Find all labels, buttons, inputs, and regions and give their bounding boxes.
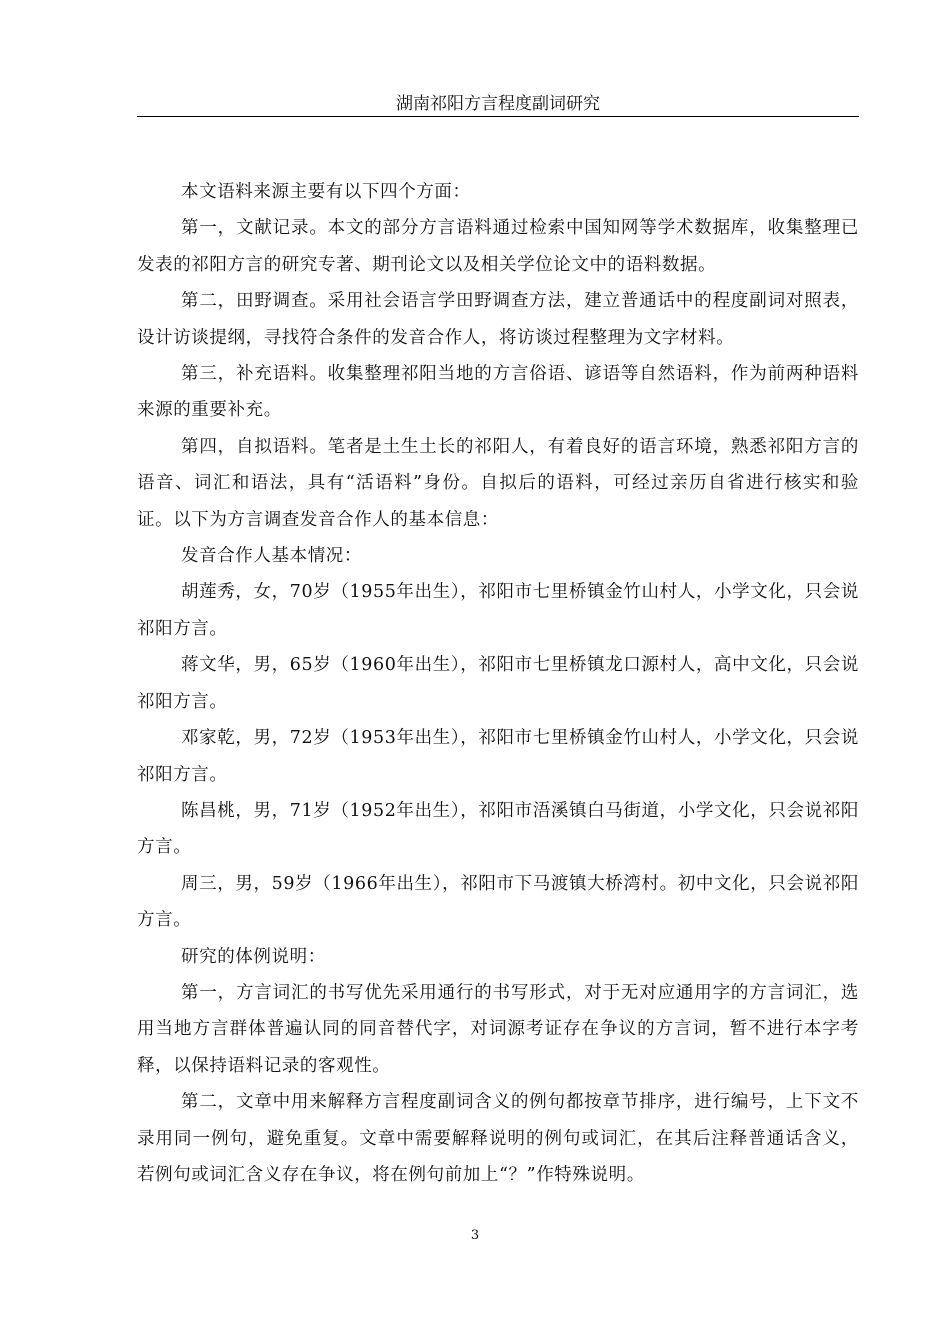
paragraph-informant-3: 邓家乾，男，72岁（1953年出生），祁阳市七里桥镇金竹山村人，小学文化，只会说祁阳方言。	[137, 728, 859, 785]
page-number: 3	[470, 1228, 480, 1243]
paragraph-convention-2: 第二，文章中用来解释方言程度副词含义的例句都按章节排序，进行编号，上下文不录用同一例句，避免重复。文章中需要解释说明的例句或词汇，在其后注释普通话含义，若例句或词汇含义存在争议，将在例句前加上“？”作特殊说明。	[137, 1092, 859, 1185]
paragraph-source-literature: 第一，文献记录。本文的部分方言语料通过检索中国知网等学术数据库，收集整理已发表的祁阳方言的研究专著、期刊论文以及相关学位论文中的语料数据。	[137, 218, 859, 275]
paragraph-sources-intro: 本文语料来源主要有以下四个方面：	[181, 182, 471, 202]
paragraph-source-supplement: 第三，补充语料。收集整理祁阳当地的方言俗语、谚语等自然语料，作为前两种语料来源的重要补充。	[137, 364, 859, 421]
paragraph-informant-5: 周三，男，59岁（1966年出生），祁阳市下马渡镇大桥湾村。初中文化，只会说祁阳方言。	[137, 873, 859, 931]
running-header: 湖南祁阳方言程度副词研究	[396, 94, 600, 114]
paragraph-source-self-made: 第四，自拟语料。笔者是土生土长的祁阳人，有着良好的语言环境，熟悉祁阳方言的语音、词汇和语法，具有“活语料”身份。自拟后的语料，可经过亲历自省进行核实和验证。以下为方言调查发音合作人的基本信息：	[137, 436, 859, 530]
paragraph-informant-1: 胡莲秀，女，70岁（1955年出生），祁阳市七里桥镇金竹山村人，小学文化，只会说祁阳方言。	[137, 582, 859, 639]
body-text	[137, 174, 859, 1193]
paragraph-informant-4: 陈昌桃，男，71岁（1952年出生），祁阳市浯溪镇白马街道，小学文化，只会说祁阳方言。	[137, 800, 859, 858]
paragraph-convention-1: 第一，方言词汇的书写优先采用通行的书写形式，对于无对应通用字的方言词汇，选用当地方言群体普遍认同的同音替代字，对词源考证存在争议的方言词，暂不进行本字考释，以保持语料记录的客观性。	[137, 982, 859, 1076]
paragraph-informant-2: 蒋文华，男，65岁（1960年出生），祁阳市七里桥镇龙口源村人，高中文化，只会说祁阳方言。	[137, 655, 859, 712]
paragraph-informants-heading: 发音合作人基本情况：	[181, 546, 362, 567]
header-divider	[137, 116, 859, 117]
paragraph-source-fieldwork: 第二，田野调查。采用社会语言学田野调查方法，建立普通话中的程度副词对照表，设计访谈提纲，寻找符合条件的发音合作人，将访谈过程整理为文字材料。	[137, 291, 859, 348]
paragraph-conventions-heading: 研究的体例说明：	[181, 946, 326, 967]
